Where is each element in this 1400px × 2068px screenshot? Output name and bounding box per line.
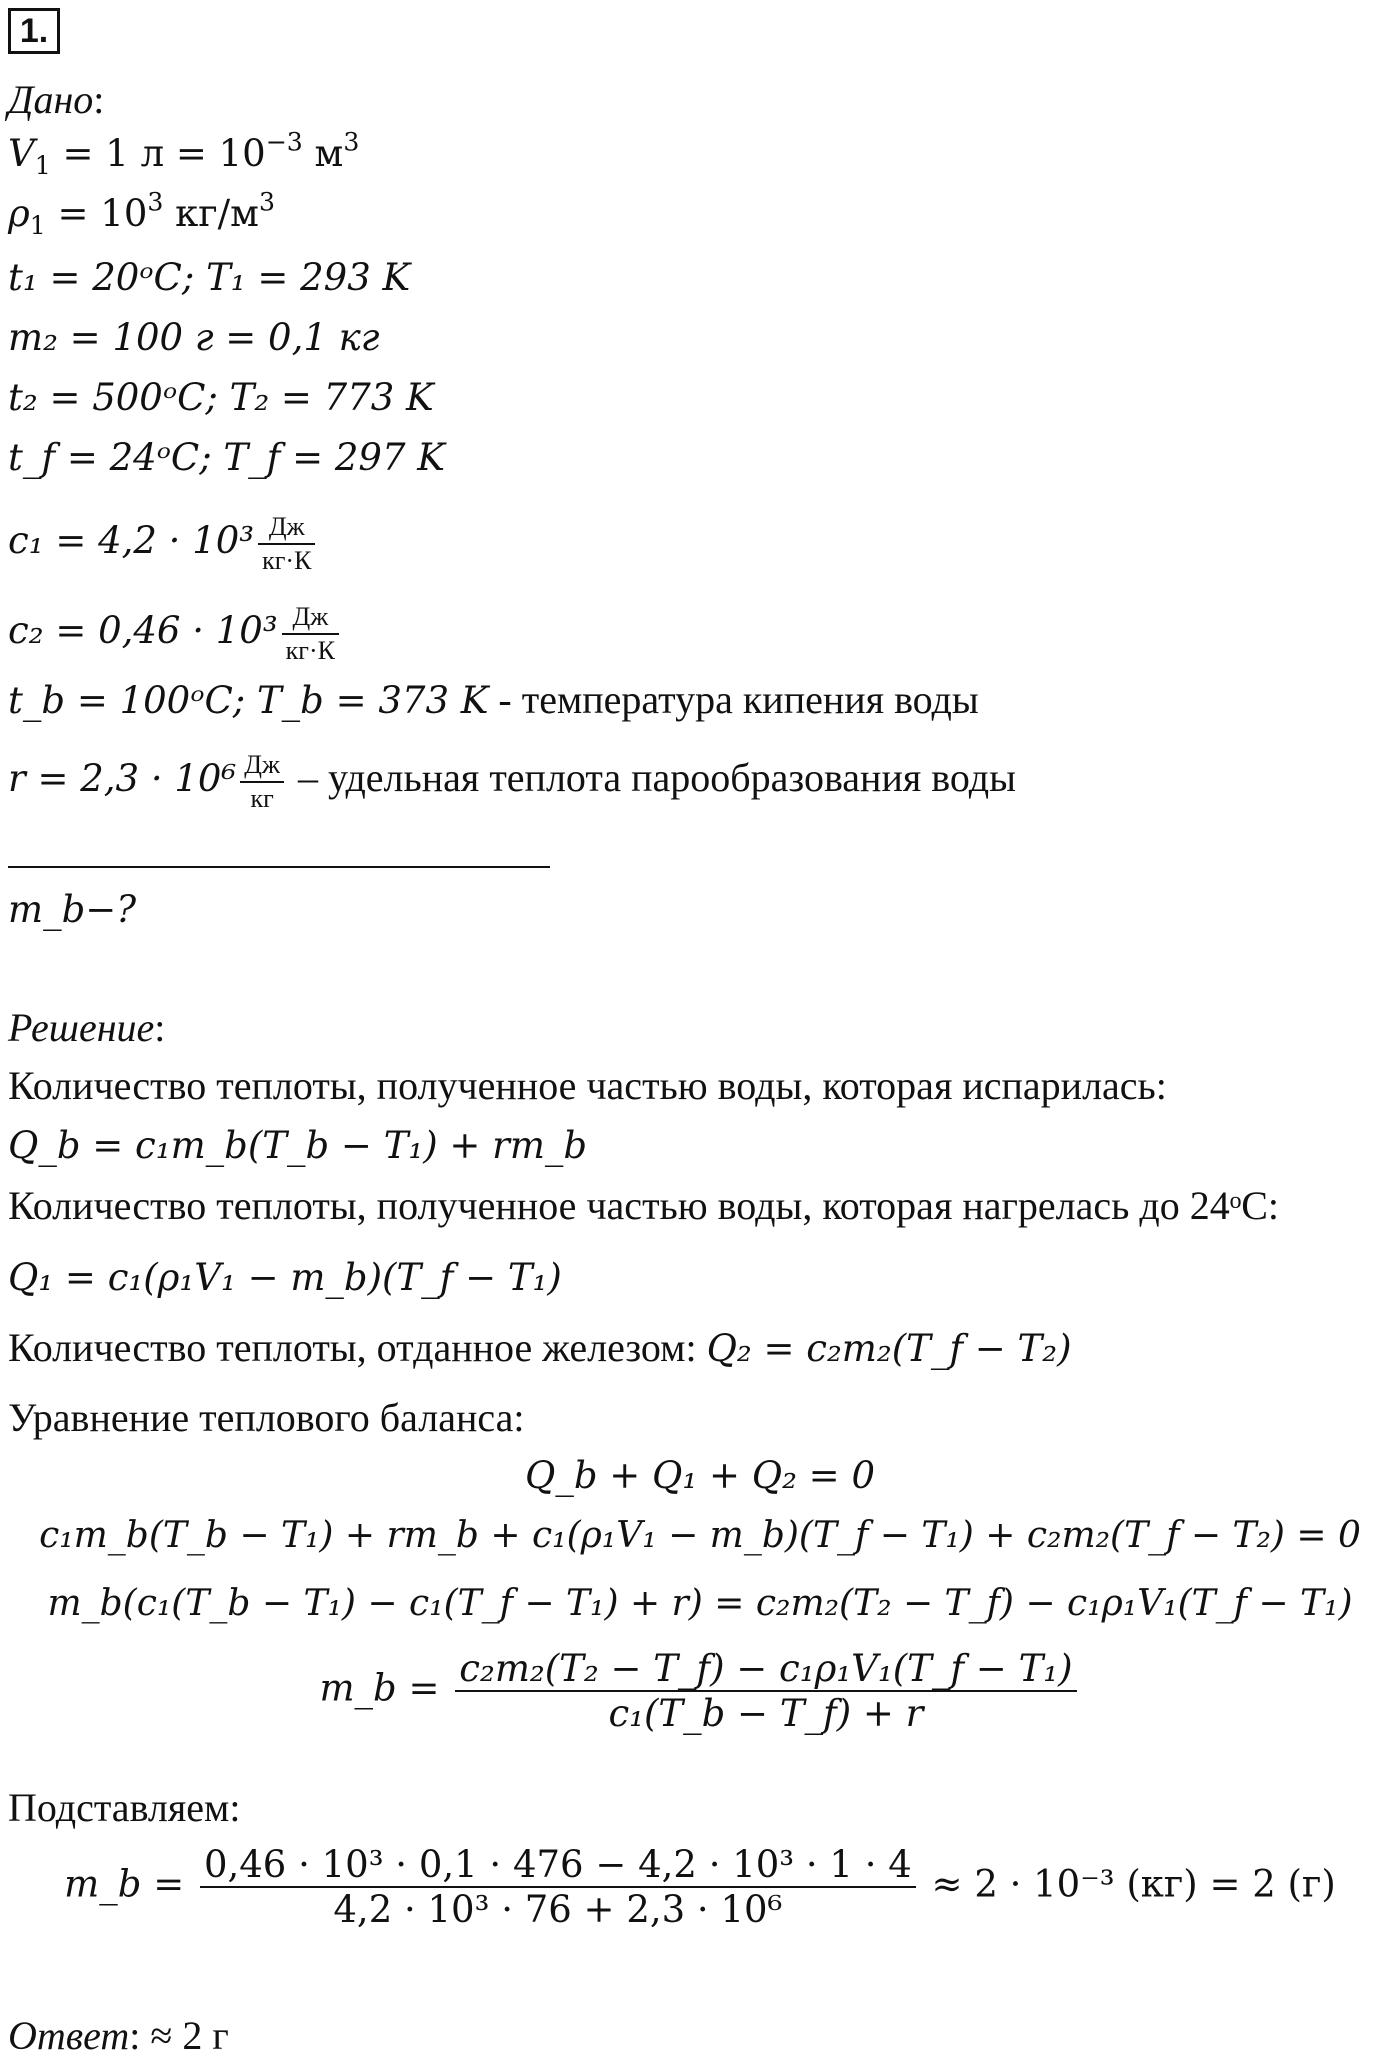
c2-unit-fraction: $\frac{Дж}{кг\cdot К}$ <box>282 604 339 664</box>
problem-number: 1. <box>8 8 60 54</box>
equation-qb: Q_b = c₁m_b(T_b − T₁) + rm_b <box>8 1124 588 1167</box>
given-r: r = 2,3 · 10⁶ $\frac{Дж}{кг}$ – удельная теплота парообразования воды <box>8 750 1016 813</box>
given-t2: t₂ = 500ᵒC; T₂ = 773 K <box>8 376 434 419</box>
given-tb: t_b = 100ᵒC; T_b = 373 K - температура кипения воды <box>8 677 979 722</box>
given-v1: $V_1 = 1$ $л = 10^{-3}$ $м^3$ <box>8 127 360 181</box>
balance-equation-2: c₁m_b(T_b − T₁) + rm_b + c₁(ρ₁V₁ − m_b)(T_f − T₁) + c₂m₂(T_f − T₂) = 0 <box>39 1515 1361 1556</box>
given-t1: t₁ = 20ᵒC; T₁ = 293 K <box>8 256 411 299</box>
given-m2: m₂ = 100 г = 0,1 кг <box>8 316 380 359</box>
answer: Ответ: ≈ 2 г <box>8 2013 229 2058</box>
solution-text-3: Количество теплоты, отданное железом: Q₂ = c₂m₂(T_f − T₂) <box>8 1325 1072 1370</box>
given-c2: c₂ = 0,46 · 10³ $\frac{Дж}{кг\cdot К}$ <box>8 604 343 664</box>
formula-mb: m_b = $\frac{\text{c₂m₂(T₂ − T\_f) − c₁ρ₁V₁(T\_f − T₁)}}{\text{c₁(T\_b − T\_f) + r}}$ <box>0 1650 1400 1732</box>
given-c1: c₁ = 4,2 · 10³ $\frac{Дж}{кг\cdot К}$ <box>8 514 319 574</box>
given-rho1: $\rho_1 = 10^3$ $кг/м^3$ <box>8 187 275 241</box>
find: m_b−? <box>8 888 137 931</box>
numeric-result: m_b = $\frac{\text{0,46 · 10³ · 0,1 · 476 − 4,2 · 10³ · 1 · 4}}{\text{4,2 · 10³ · 76 + 2,3 · 10⁶}}$ ≈ 2 · 10⁻³ (кг) = 2 (г) <box>64 1843 1336 1931</box>
divider-line <box>8 866 550 868</box>
given-tf: t_f = 24ᵒC; T_f = 297 K <box>8 436 445 479</box>
solution-text-4: Уравнение теплового баланса: <box>8 1395 525 1440</box>
r-unit-fraction: $\frac{Дж}{кг}$ <box>240 752 284 812</box>
solution-text-1: Количество теплоты, полученное частью воды, которая испарилась: <box>8 1063 1167 1108</box>
given-heading: Дано: <box>8 77 105 122</box>
formula-fraction: $\frac{\text{c₂m₂(T₂ − T\_f) − c₁ρ₁V₁(T\_f − T₁)}}{\text{c₁(T\_b − T\_f) + r}}$ <box>455 1650 1076 1732</box>
solution-text-2: Количество теплоты, полученное частью воды, которая нагрелась до 24ᵒC: <box>8 1183 1280 1228</box>
equation-q1: Q₁ = c₁(ρ₁V₁ − m_b)(T_f − T₁) <box>8 1256 562 1299</box>
balance-equation-3: m_b(c₁(T_b − T₁) − c₁(T_f − T₁) + r) = c₂m₂(T₂ − T_f) − c₁ρ₁V₁(T_f − T₁) <box>47 1583 1353 1624</box>
numeric-fraction: $\frac{\text{0,46 · 10³ · 0,1 · 476 − 4,2 · 10³ · 1 · 4}}{\text{4,2 · 10³ · 76 + 2,3 · 10⁶}}$ <box>200 1846 916 1928</box>
c1-unit-fraction: $\frac{Дж}{кг\cdot К}$ <box>258 514 315 574</box>
equation-q2: Q₂ = c₂m₂(T_f − T₂) <box>706 1327 1072 1370</box>
balance-equation-1: Q_b + Q₁ + Q₂ = 0 <box>525 1454 875 1497</box>
given-label: Дано <box>8 77 94 122</box>
solution-heading: Решение: <box>8 1005 166 1050</box>
solution-text-5: Подставляем: <box>8 1785 241 1830</box>
